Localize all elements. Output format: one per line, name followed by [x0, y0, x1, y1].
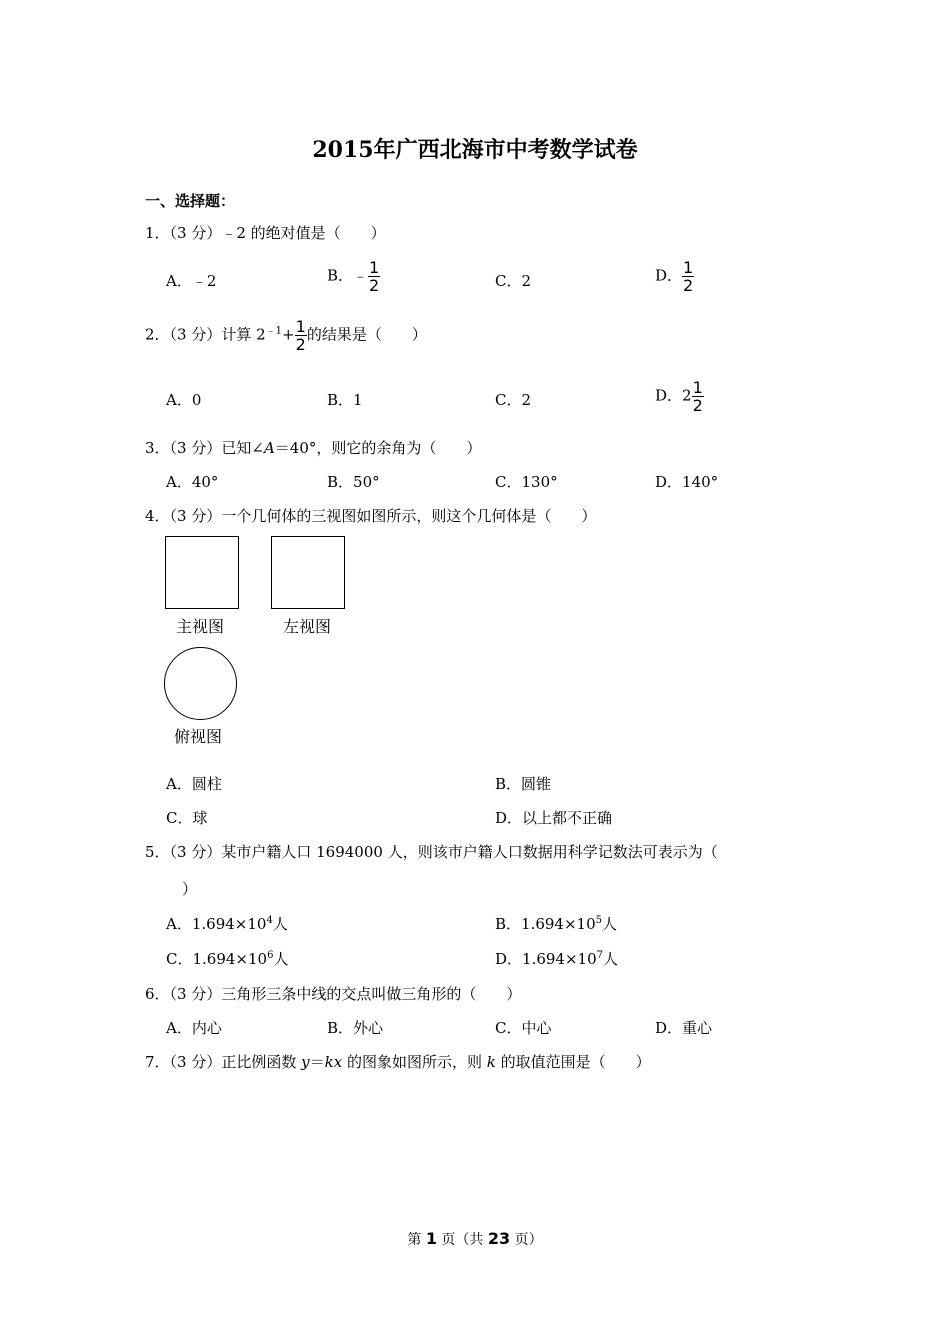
stem-text: 的图象如图所示，则: [342, 1053, 487, 1071]
numerator: 1: [692, 378, 703, 397]
exponent: 7: [596, 950, 603, 961]
unit: 人: [603, 950, 619, 968]
q2-option-d-prefix: D．2: [655, 386, 692, 405]
exponent: ﹣1: [265, 325, 283, 337]
q6-option-d[interactable]: D．重心: [655, 1019, 713, 1037]
question-4-stem: 4．（3 分）一个几何体的三视图如图所示，则这个几何体是（ ）: [145, 507, 597, 525]
numerator: 1: [295, 317, 306, 336]
q5-option-c[interactable]: [166, 948, 288, 969]
q6-option-c[interactable]: C．中心: [495, 1019, 552, 1037]
top-view-circle: [164, 647, 237, 720]
plus-sign: +: [282, 325, 295, 344]
q1-option-b[interactable]: [327, 259, 380, 294]
stem-text: ＝40°，则它的余角为（ ）: [274, 439, 482, 457]
q2-option-d[interactable]: [655, 379, 704, 414]
q4-option-c[interactable]: C．球: [166, 809, 208, 827]
footer-text: 页）: [510, 1232, 543, 1248]
option-text: C．1.694×10: [166, 950, 268, 968]
left-view-label: 左视图: [283, 617, 332, 636]
front-view-label: 主视图: [176, 617, 225, 636]
q4-option-b[interactable]: B．圆锥: [495, 775, 552, 793]
q1-option-d[interactable]: [655, 259, 694, 294]
equals-sign: ＝: [309, 1053, 325, 1071]
question-6-stem: 6．（3 分）三角形三条中线的交点叫做三角形的（ ）: [145, 985, 522, 1003]
q2-option-b[interactable]: B．1: [327, 391, 363, 409]
stem-text: 2．（3 分）计算 2: [145, 325, 266, 344]
q3-option-b[interactable]: B．50°: [327, 473, 380, 491]
exponent: 6: [267, 950, 274, 961]
fraction: [368, 259, 380, 294]
question-2-stem: [145, 318, 427, 353]
top-view-label: 俯视图: [174, 727, 223, 746]
q5-option-a[interactable]: [166, 913, 288, 934]
q4-option-a[interactable]: A．圆柱: [166, 775, 222, 793]
q3-option-c[interactable]: C．130°: [495, 473, 558, 491]
page-footer: [0, 1229, 950, 1249]
footer-text: 第: [407, 1232, 426, 1248]
question-7-stem: [145, 1051, 651, 1072]
variable: y: [301, 1053, 310, 1071]
variable: kx: [324, 1053, 343, 1071]
q3-option-a[interactable]: A．40°: [166, 473, 219, 491]
fraction: [682, 259, 694, 294]
fraction: [295, 318, 307, 353]
q6-option-b[interactable]: B．外心: [327, 1019, 384, 1037]
stem-text: 的结果是（ ）: [306, 325, 427, 344]
option-text: B．1.694×10: [495, 915, 596, 933]
q4-option-d[interactable]: D．以上都不正确: [495, 809, 613, 827]
unit: 人: [602, 915, 618, 933]
unit: 人: [273, 950, 289, 968]
q6-option-a[interactable]: A．内心: [166, 1019, 222, 1037]
footer-text: 页（共: [436, 1232, 488, 1248]
stem-text: 3．（3 分）已知∠: [145, 439, 264, 457]
denominator: 2: [295, 335, 306, 354]
denominator: 2: [683, 276, 694, 295]
option-text: D．1.694×10: [495, 950, 597, 968]
exponent: 5: [595, 915, 602, 926]
q3-option-d[interactable]: D．140°: [655, 473, 719, 491]
numerator: 1: [683, 258, 694, 277]
page-title: 2015年广西北海市中考数学试卷: [312, 137, 638, 163]
variable: A: [263, 439, 275, 457]
stem-text: 的取值范围是（ ）: [495, 1053, 651, 1071]
q2-option-a[interactable]: A．0: [166, 391, 202, 409]
q1-option-d-prefix: D．: [655, 266, 683, 285]
numerator: 1: [369, 258, 380, 277]
q1-option-a[interactable]: A．﹣2: [166, 272, 217, 290]
stem-text: 7．（3 分）正比例函数: [145, 1053, 302, 1071]
exponent: 4: [266, 915, 273, 926]
option-text: A．1.694×10: [166, 915, 267, 933]
q1-option-b-prefix: B．﹣: [327, 266, 369, 285]
q5-option-d[interactable]: [495, 948, 618, 969]
page-total: 23: [487, 1229, 511, 1248]
page-number: 1: [425, 1229, 437, 1248]
question-5-stem-line1: 5．（3 分）某市户籍人口 1694000 人，则该市户籍人口数据用科学记数法可表示为（: [145, 843, 718, 861]
section-heading: 一、选择题：: [145, 192, 236, 210]
question-1-stem: 1．（3 分）﹣2 的绝对值是（ ）: [145, 224, 386, 242]
front-view-square: [165, 536, 239, 609]
denominator: 2: [369, 276, 380, 295]
question-3-stem: [145, 437, 481, 458]
left-view-square: [271, 536, 345, 609]
q1-option-c[interactable]: C．2: [495, 272, 532, 290]
denominator: 2: [692, 396, 703, 415]
q5-option-b[interactable]: [495, 913, 617, 934]
variable: k: [486, 1053, 496, 1071]
fraction: [692, 379, 704, 414]
q2-option-c[interactable]: C．2: [495, 391, 532, 409]
question-5-stem-line2: ）: [182, 880, 198, 898]
unit: 人: [272, 915, 288, 933]
